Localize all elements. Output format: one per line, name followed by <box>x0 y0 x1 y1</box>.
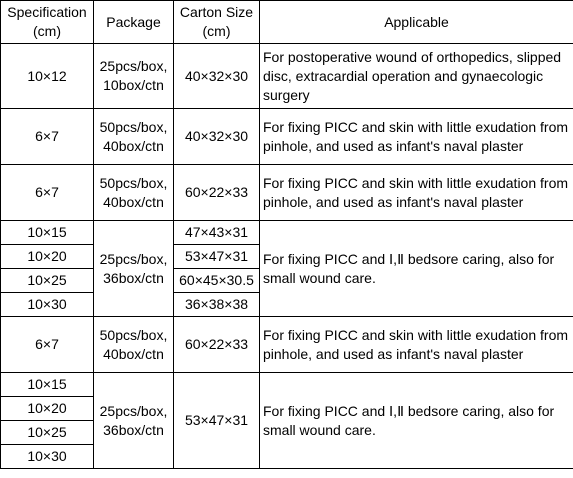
spec-cell: 10×12 <box>1 44 94 109</box>
applicable-cell: For fixing PICC and Ⅰ,Ⅱ bedsore caring, also for small wound care. <box>260 221 573 317</box>
header-package: Package <box>94 1 174 44</box>
header-row <box>1 1 573 44</box>
spec-cell: 10×15 <box>1 373 94 397</box>
spec-cell: 6×7 <box>1 317 94 373</box>
spec-cell: 6×7 <box>1 165 94 221</box>
carton-cell: 60×22×33 <box>174 165 260 221</box>
carton-cell: 60×22×33 <box>174 317 260 373</box>
package-cell: 25pcs/box, 10box/ctn <box>94 44 174 109</box>
table-row <box>1 221 573 245</box>
spec-cell: 10×30 <box>1 293 94 317</box>
carton-cell: 53×47×31 <box>174 373 260 469</box>
spec-cell: 10×30 <box>1 445 94 469</box>
header-specification: Specification (cm) <box>1 1 94 44</box>
header-applicable: Applicable <box>260 1 573 44</box>
spec-cell: 10×25 <box>1 421 94 445</box>
table-row <box>1 317 573 373</box>
carton-cell: 36×38×38 <box>174 293 260 317</box>
spec-cell: 10×25 <box>1 269 94 293</box>
carton-cell: 40×32×30 <box>174 44 260 109</box>
applicable-cell: For fixing PICC and Ⅰ,Ⅱ bedsore caring, also for small wound care. <box>260 373 573 469</box>
header-carton-size: Carton Size (cm) <box>174 1 260 44</box>
package-cell: 50pcs/box, 40box/ctn <box>94 165 174 221</box>
package-cell: 25pcs/box, 36box/ctn <box>94 373 174 469</box>
carton-cell: 53×47×31 <box>174 245 260 269</box>
spec-cell: 10×20 <box>1 245 94 269</box>
package-cell: 50pcs/box, 40box/ctn <box>94 109 174 165</box>
carton-cell: 47×43×31 <box>174 221 260 245</box>
applicable-cell: For fixing PICC and skin with little exudation from pinhole, and used as infant's naval plaster <box>260 165 573 221</box>
package-cell: 50pcs/box, 40box/ctn <box>94 317 174 373</box>
applicable-cell: For postoperative wound of orthopedics, slipped disc, extracardial operation and gynaecologic surgery <box>260 44 573 109</box>
table-row <box>1 109 573 165</box>
applicable-cell: For fixing PICC and skin with little exudation from pinhole, and used as infant's naval plaster <box>260 109 573 165</box>
spec-cell: 6×7 <box>1 109 94 165</box>
carton-cell: 40×32×30 <box>174 109 260 165</box>
package-cell: 25pcs/box, 36box/ctn <box>94 221 174 317</box>
applicable-cell: For fixing PICC and skin with little exudation from pinhole, and used as infant's naval plaster <box>260 317 573 373</box>
table-row <box>1 44 573 109</box>
carton-cell: 60×45×30.5 <box>174 269 260 293</box>
table-row <box>1 165 573 221</box>
spec-cell: 10×20 <box>1 397 94 421</box>
table-row <box>1 373 573 397</box>
spec-cell: 10×15 <box>1 221 94 245</box>
